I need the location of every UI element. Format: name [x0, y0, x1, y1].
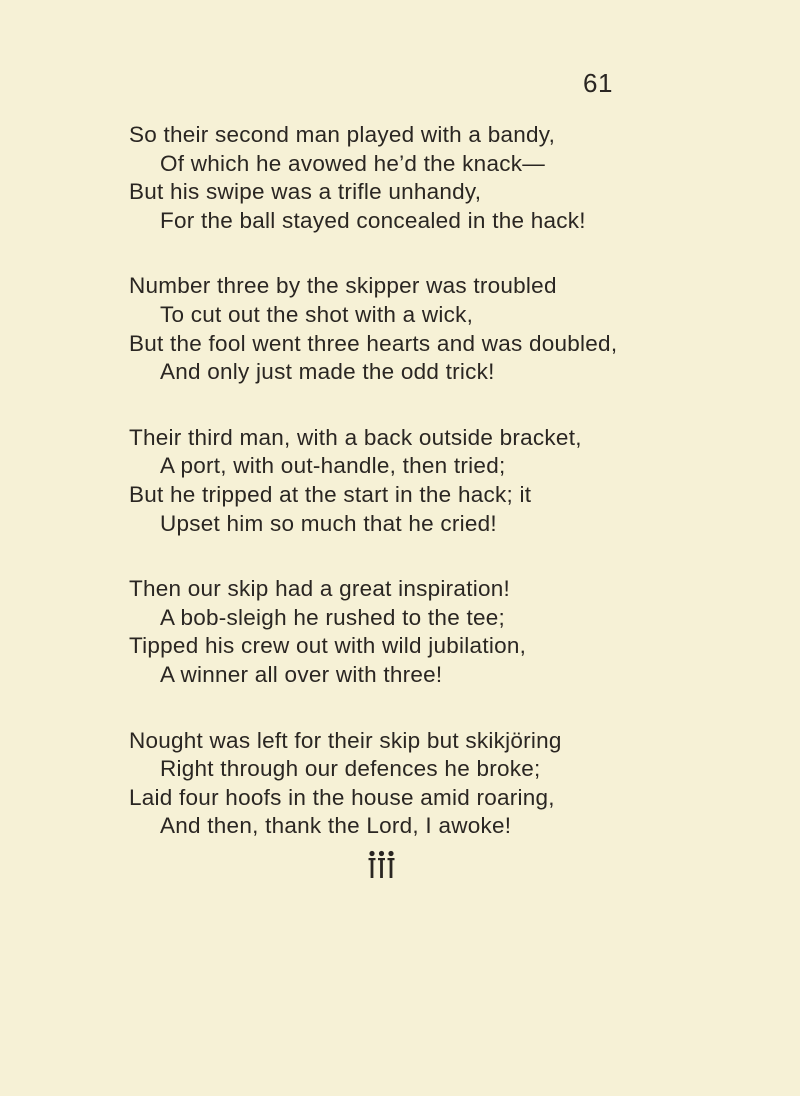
poem-line: But he tripped at the start in the hack; it	[129, 481, 532, 507]
poem-line: Upset him so much that he cried!	[160, 510, 497, 536]
poem-line: And only just made the odd trick!	[160, 359, 495, 385]
stanza	[129, 424, 769, 538]
poem-line: Laid four hoofs in the house amid roaring,	[129, 784, 555, 810]
poem-line: So their second man played with a bandy,	[129, 122, 556, 147]
poem	[129, 121, 769, 878]
page-number: 61	[583, 68, 613, 98]
poem-line: Then our skip had a great inspiration!	[129, 576, 510, 602]
poem-line: But the fool went three hearts and was doubled,	[129, 330, 618, 356]
poem-line: Tipped his crew out with wild jubilation,	[129, 633, 527, 659]
poem-line: A bob-sleigh he rushed to the tee;	[160, 604, 505, 630]
stanza	[129, 727, 769, 841]
stanza	[129, 575, 769, 689]
poem-line: Their third man, with a back outside bracket,	[129, 424, 582, 450]
poem-line: And then, thank the Lord, I awoke!	[160, 813, 512, 839]
poem-line: A port, with out-handle, then tried;	[160, 453, 506, 479]
poem-line: Number three by the skipper was troubled	[129, 273, 557, 299]
poem-line: Of which he avowed he’d the knack—	[160, 150, 545, 176]
poem-line: A winner all over with three!	[160, 661, 443, 687]
poem-line: To cut out the shot with a wick,	[160, 301, 474, 327]
poem-line: Nought was left for their skip but skikjöring	[129, 727, 562, 753]
stanza	[129, 121, 769, 235]
poem-line: For the ball stayed concealed in the hack!	[160, 207, 586, 233]
stanza	[129, 272, 769, 386]
poem-line: Right through our defences he broke;	[160, 756, 541, 782]
poem-line: But his swipe was a trifle unhandy,	[129, 179, 482, 205]
